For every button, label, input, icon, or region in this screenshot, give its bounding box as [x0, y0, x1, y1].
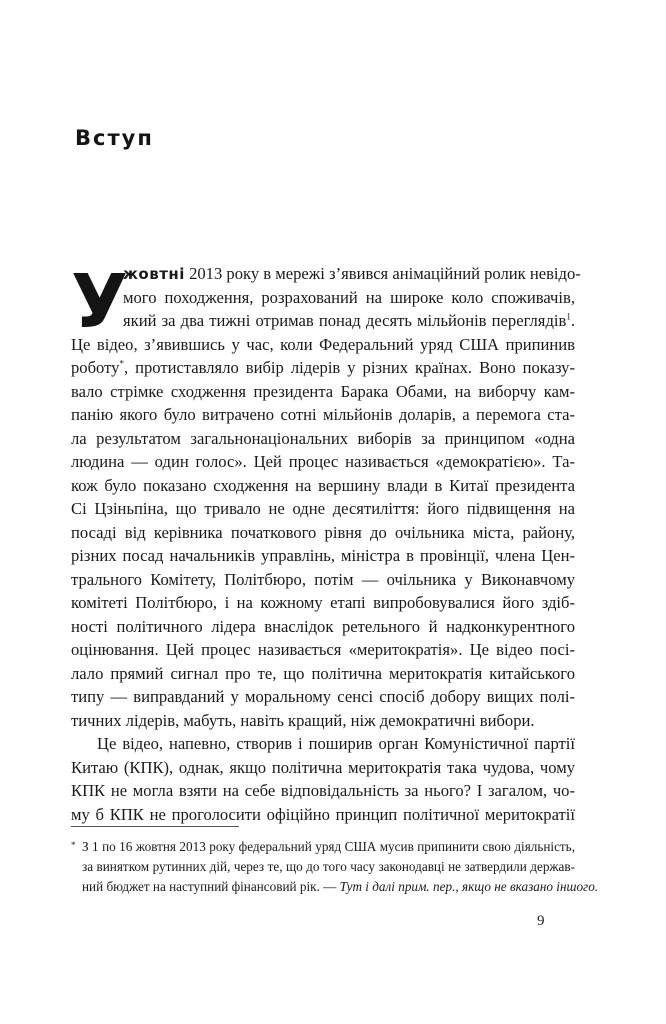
text-line: комітеті Політбюро, і на кожному етапі випробовувалися його здіб-: [71, 593, 575, 612]
text-line: жовтні 2013 року в мережі з’явився анімаційний ролик невідо-: [123, 264, 581, 283]
text-line: ла результатом загальнонаціональних виборів за принципом «одна: [71, 428, 575, 448]
footnote-mark: *: [71, 840, 76, 850]
text-line: лало прямий сигнал про те, що політична меритократія китайського: [71, 663, 575, 683]
text-line: різних посад начальників управлінь, міністра в провінції, члена Цен-: [71, 546, 575, 565]
text-line: КПК не могла взяти на себе відповідальність за нього? І загалом, чо-: [71, 781, 575, 800]
body-text: [71, 259, 581, 826]
text-line: оцінювання. Цей процес називається «меритократія». Це відео посі-: [71, 640, 575, 659]
page-number: 9: [537, 913, 545, 929]
drop-cap: У: [71, 259, 129, 345]
text-line: Це відео, напевно, створив і поширив орган Комуністичної партії: [97, 734, 575, 753]
footnote: [71, 837, 599, 897]
text-line: людина — один голос». Цей процес називається «демократією». Та-: [71, 452, 575, 471]
footnote-line: за винятком рутинних дій, через те, що до того часу законодавці не затвердили держав-: [82, 859, 575, 874]
footnote-divider: [71, 826, 239, 827]
text-line: Сі Цзіньпіна, що тривало не одне десятиліття: його підвищення на: [71, 499, 575, 518]
footnote-marker[interactable]: *: [119, 358, 124, 369]
text-line: трального Комітету, Політбюро, потім — очільника у Виконавчому: [71, 569, 575, 589]
text-line: типу — виправданий у моральному сенсі спосіб добору вищих полі-: [71, 687, 575, 706]
text-line: кож було показано сходження на вершину влади в Китаї президента: [71, 475, 575, 495]
text-line: посаді від керівника початкового рівня до очільника міста, району,: [71, 522, 575, 542]
footnote-line: З 1 по 16 жовтня 2013 року федеральний уряд США мусив припинити свою діяльність,: [82, 839, 575, 854]
text-line: роботу*, протиставляло вибір лідерів у різних країнах. Воно показу-: [71, 358, 575, 377]
translator-note: Тут і далі прим. пер., якщо не вказано іншого.: [339, 879, 599, 894]
text-line: вало стрімке сходження президента Барака Обами, на виборчу кам-: [71, 381, 575, 401]
text-line: який за два тижні отримав понад десять мільйонів переглядів$^1$.: [123, 311, 575, 330]
lead-word: жовтні: [123, 265, 185, 283]
text-line: му б КПК не проголосити офіційно принцип політичної меритократії: [71, 804, 575, 824]
text-line: тичних лідерів, мабуть, навіть кращий, ніж демократичні вибори.: [71, 710, 535, 730]
text-line: Це відео, з’явившись у час, коли Федеральний уряд США припинив: [71, 334, 575, 354]
text-line: мого походження, розрахований на широке коло споживачів,: [123, 287, 575, 307]
chapter-title: Вступ: [75, 126, 154, 150]
text-line: панію якого було витрачено сотні мільйонів доларів, а перемога ста-: [71, 405, 575, 424]
endnote-marker[interactable]: 1: [566, 311, 571, 322]
footnote-line: ний бюджет на наступний фінансовий рік. — Тут і далі прим. пер., якщо не вказано іншого.: [82, 879, 599, 894]
text-line: Китаю (КПК), однак, якщо політична меритократія така чудова, чому: [71, 757, 575, 777]
text-line: ності політичного лідера внаслідок ретельного й надконкурентного: [71, 616, 575, 636]
